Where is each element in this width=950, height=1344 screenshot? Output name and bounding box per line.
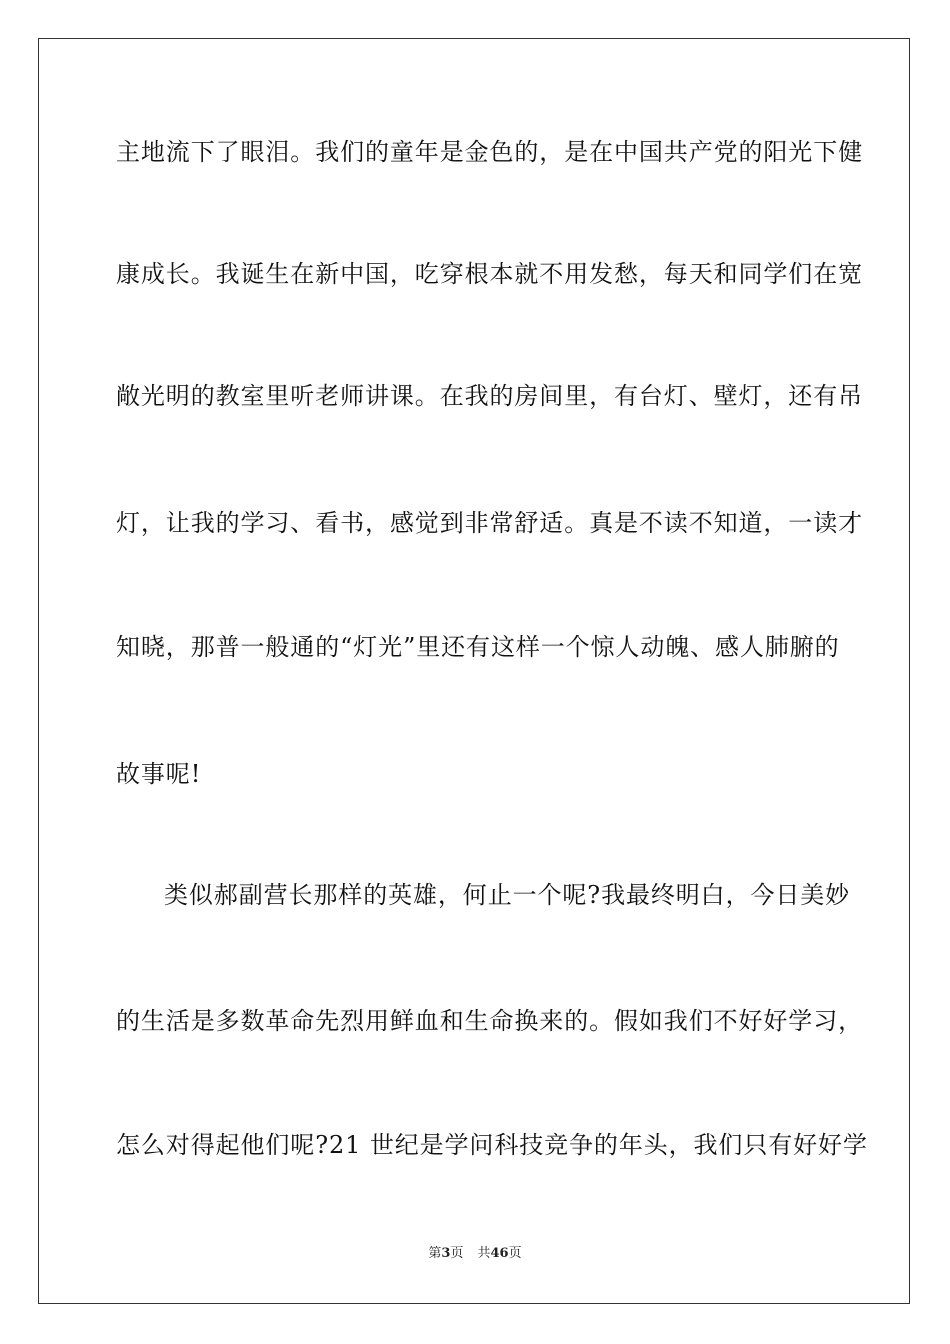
footer-page-prefix: 第 — [428, 1246, 442, 1261]
footer-total-suffix: 页 — [508, 1246, 522, 1261]
footer-page-suffix: 页 — [450, 1246, 464, 1261]
body-line-9: 怎么对得起他们呢?21 世纪是学问科技竞争的年头，我们只有好好学 — [116, 1131, 868, 1159]
body-line-4: 灯，让我的学习、看书，感觉到非常舒适。真是不读不知道，一读才 — [116, 509, 863, 537]
page-border — [38, 38, 910, 1304]
page-footer — [0, 1245, 950, 1263]
footer-total-pages: 46 — [490, 1246, 509, 1261]
body-line-8: 的生活是多数革命先烈用鲜血和生命换来的。假如我们不好好学习， — [116, 1007, 863, 1035]
body-line-7-paragraph-start: 类似郝副营长那样的英雄，何止一个呢?我最终明白，今日美妙 — [164, 881, 851, 909]
body-line-5: 知晓，那普一般通的“灯光”里还有这样一个惊人动魄、感人肺腑的 — [116, 633, 840, 661]
body-line-2: 康成长。我诞生在新中国，吃穿根本就不用发愁，每天和同学们在宽 — [116, 260, 863, 288]
footer-page-number: 3 — [441, 1246, 451, 1261]
footer-total-prefix: 共 — [477, 1246, 491, 1261]
body-line-1: 主地流下了眼泪。我们的童年是金色的，是在中国共产党的阳光下健 — [116, 138, 863, 166]
body-line-6: 故事呢! — [116, 760, 202, 788]
body-line-3: 敞光明的教室里听老师讲课。在我的房间里，有台灯、壁灯，还有吊 — [116, 382, 863, 410]
